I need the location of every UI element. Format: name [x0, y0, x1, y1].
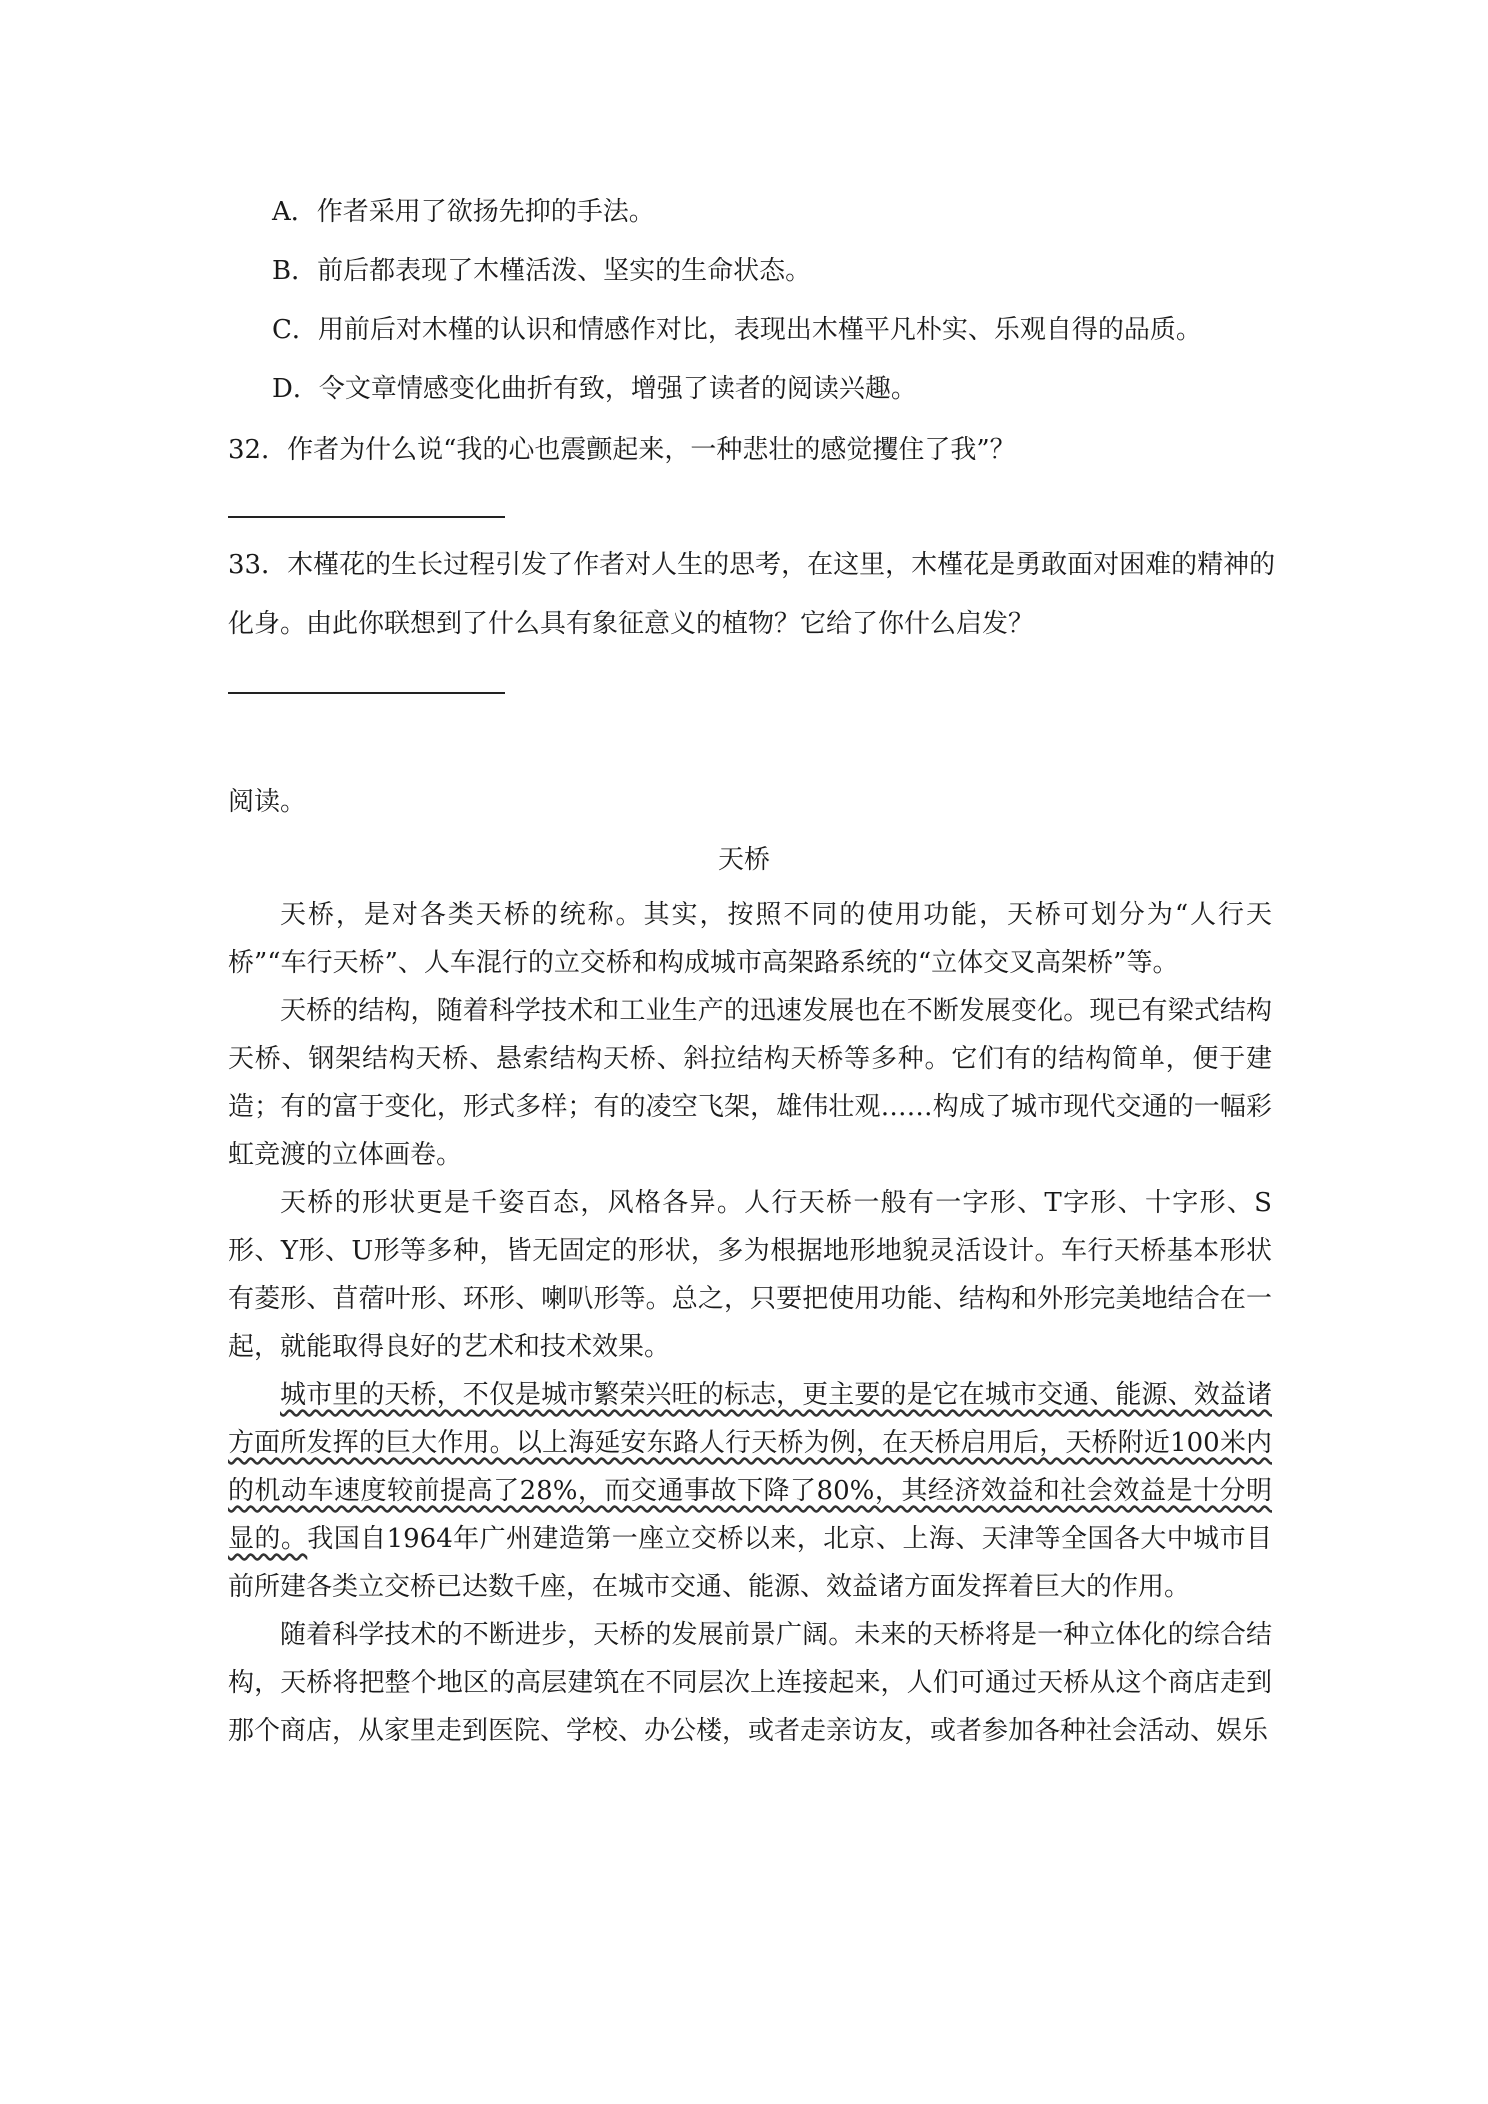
answer-blank-33[interactable] [228, 692, 505, 694]
paragraph-3: 天桥的形状更是千姿百态，风格各异。人行天桥一般有一字形、T字形、十字形、S形、Y形、U形等多种，皆无固定的形状，多为根据地形地貌灵活设计。车行天桥基本形状有菱形、苜蓿叶形、环形、喇叭形等。总之，只要把使用功能、结构和外形完美地结合在一起，就能取得良好的艺术和技术效果。 [228, 1188, 1272, 1362]
option-b: B．前后都表现了木槿活泼、坚实的生命状态。 [272, 256, 812, 286]
paragraph-1: 天桥，是对各类天桥的统称。其实，按照不同的使用功能，天桥可划分为“人行天桥”“车行天桥”、人车混行的立交桥和构成城市高架路系统的“立体交叉高架桥”等。 [228, 900, 1272, 978]
question-33-line1: 33．木槿花的生长过程引发了作者对人生的思考，在这里，木槿花是勇敢面对困难的精神的 [228, 550, 1276, 580]
answer-blank-32[interactable] [228, 516, 505, 518]
question-32: 32．作者为什么说“我的心也震颤起来，一种悲壮的感觉攫住了我”？ [228, 435, 1016, 465]
article-title: 天桥 [717, 845, 770, 875]
question-33-line2: 化身。由此你联想到了什么具有象征意义的植物？它给了你什么启发？ [228, 609, 1035, 639]
paragraph-4 [228, 1371, 1272, 1611]
option-c: C．用前后对木槿的认识和情感作对比，表现出木槿平凡朴实、乐观自得的品质。 [272, 315, 1202, 345]
paragraph-5: 随着科学技术的不断进步，天桥的发展前景广阔。未来的天桥将是一种立体化的综合结构，天桥将把整个地区的高层建筑在不同层次上连接起来，人们可通过天桥从这个商店走到那个商店，从家里走到医院、学校、办公楼，或者走亲访友，或者参加各种社会活动、娱乐 [228, 1620, 1272, 1746]
paragraph-2: 天桥的结构，随着科学技术和工业生产的迅速发展也在不断发展变化。现已有梁式结构天桥、钢架结构天桥、悬索结构天桥、斜拉结构天桥等多种。它们有的结构简单，便于建造；有的富于变化，形式多样；有的凌空飞架，雄伟壮观……构成了城市现代交通的一幅彩虹竞渡的立体画卷。 [228, 996, 1272, 1170]
option-d: D．令文章情感变化曲折有致，增强了读者的阅读兴趣。 [272, 374, 917, 404]
paragraph-4-rest: 我国自1964年广州建造第一座立交桥以来，北京、上海、天津等全国各大中城市目前所建各类立交桥已达数千座，在城市交通、能源、效益诸方面发挥着巨大的作用。 [228, 1524, 1272, 1602]
section-label: 阅读。 [228, 787, 307, 817]
article-body [228, 891, 1272, 1755]
underlined-sentence: 城市里的天桥，不仅是城市繁荣兴旺的标志，更主要的是它在城市交通、能源、效益诸方面所发挥的巨大作用。以上海延安东路人行天桥为例，在天桥启用后，天桥附近100米内的机动车速度较前提高了28%，而交通事故下降了80%，其经济效益和社会效益是十分明显的。 [228, 1380, 1272, 1554]
option-a: A．作者采用了欲扬先抑的手法。 [272, 197, 655, 227]
